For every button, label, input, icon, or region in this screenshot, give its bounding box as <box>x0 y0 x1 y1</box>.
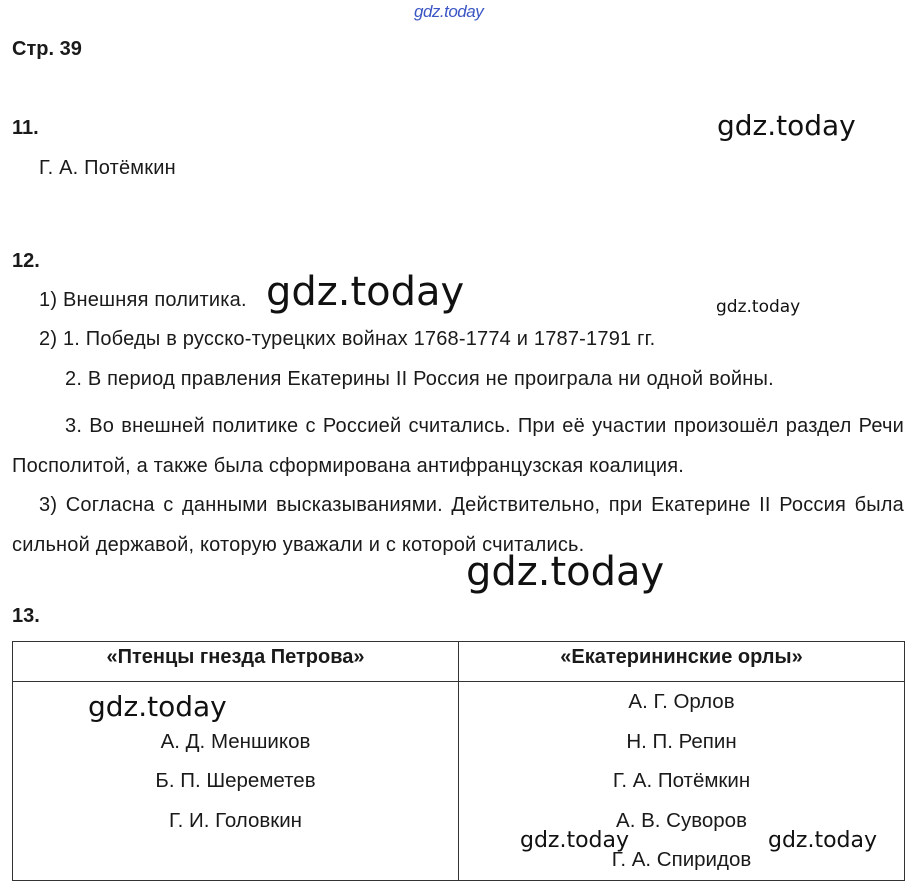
list-item: А. В. Суворов <box>616 808 747 832</box>
table-header-left: «Птенцы гнезда Петрова» <box>13 642 459 682</box>
task-13-number: 13. <box>12 605 40 627</box>
watermark-top: gdz.today <box>414 2 484 21</box>
list-item: Г. А. Потёмкин <box>612 769 751 792</box>
table-header-right: «Екатерининские орлы» <box>459 642 905 682</box>
watermark-7: gdz.today <box>768 828 878 853</box>
task-12-number: 12. <box>12 250 40 272</box>
watermark-4: gdz.today <box>466 549 665 595</box>
list-item <box>13 682 458 722</box>
table-cell-left <box>13 682 459 881</box>
list-item: Г. И. Головкин <box>168 808 303 832</box>
list-item: А. Д. Меншиков <box>160 729 311 753</box>
task-12-paragraph-3: 3. Во внешней политике с Россией считались. При её участии произошёл раздел Речи Посполитой, а также была сформирована антифранцузская коалиция. <box>12 415 904 477</box>
list-item: Н. П. Репин <box>626 729 737 753</box>
task-12-line-3: 2. В период правления Екатерины II Россия не проиграла ни одной войны. <box>65 368 774 390</box>
task-12-paragraph-4: 3) Согласна с данными высказываниями. Действительно, при Екатерине II Россия была сильной державой, которую уважали и с которой считались. <box>12 494 904 556</box>
watermark-6: gdz.today <box>520 828 630 853</box>
watermark-1: gdz.today <box>717 109 856 142</box>
list-item <box>13 840 458 880</box>
page-label: Стр. 39 <box>12 38 82 60</box>
task-12-line-2: 2) 1. Победы в русско-турецких войнах 1768-1774 и 1787-1791 гг. <box>39 328 656 350</box>
watermark-2: gdz.today <box>266 269 465 315</box>
watermark-3: gdz.today <box>716 297 801 317</box>
task-11-number: 11. <box>12 117 39 139</box>
task-12-line-1: 1) Внешняя политика. <box>39 289 247 311</box>
table-header-row <box>13 642 905 682</box>
list-item: Г. А. Спиридов <box>611 848 752 871</box>
task-11-answer: Г. А. Потёмкин <box>39 157 176 179</box>
list-item: Б. П. Шереметев <box>155 769 316 792</box>
list-item: А. Г. Орлов <box>628 690 735 713</box>
watermark-5: gdz.today <box>88 690 227 723</box>
